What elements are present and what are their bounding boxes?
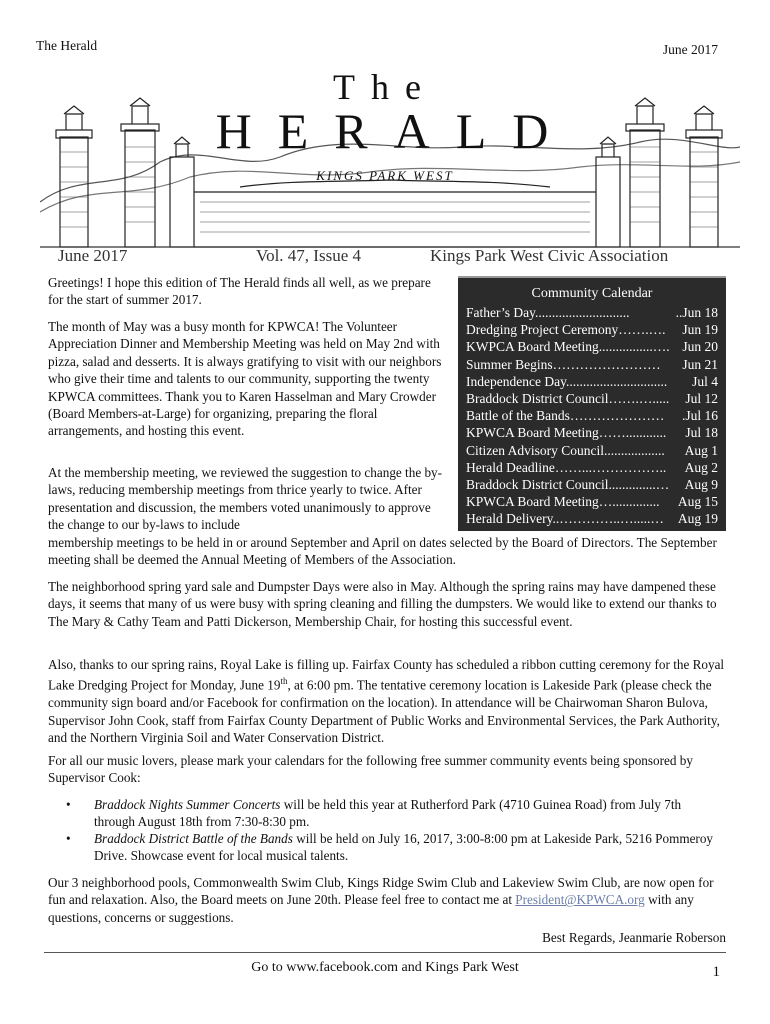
header-left: The Herald <box>36 38 98 53</box>
header-right: June 2017 <box>662 42 718 57</box>
paragraph-music: For all our music lovers, please mark your calendars for the following free summer community events being sponsored by Supervisor Cook: <box>48 753 693 786</box>
pools-text: Our 3 neighborhood pools, Commonwealth Swim Club, Kings Ridge Swim Club and Lakeview Swim Club, are now open for fun and relaxation. Also, the Board meets on June 20th. Please feel free to contact me at <box>48 875 714 908</box>
masthead-title: HERALD <box>215 103 575 159</box>
calendar-event <box>466 407 718 424</box>
calendar-event <box>466 356 718 373</box>
calendar-event <box>466 476 718 493</box>
bullet-battle-of-bands <box>66 830 726 864</box>
battle-text: will be held on July 16, 2017, 3:00-8:00 pm at Lakeside Park, 5216 Pommeroy Drive. Showcase event for local musical talents. <box>94 831 714 864</box>
royal-lake-text-continued: , at 6:00 pm. The tentative ceremony location is Lakeside Park (please check the community sign board and/or Facebook for confirmation on the location). In attendance will be Chairwoman Sharon Bulova, Supervisor John Cook, staff from Fairfax County Department of Public Works and Environmental Services, the Park Authority, and the Northern Virginia Soil and Water Conservation District. <box>48 677 720 746</box>
calendar-event <box>466 373 718 390</box>
calendar-event-name: Herald Delivery..…………..….....… <box>466 511 664 527</box>
calendar-event-name: Braddock District Council…….…..... <box>466 390 670 406</box>
calendar-event-name: KPWCA Board Meeting……............ <box>466 425 667 441</box>
concerts-title: Braddock Nights Summer Concerts <box>94 797 281 812</box>
calendar-event-date: Jun 21 <box>682 356 718 372</box>
paragraph-bylaws: At the membership meeting, we reviewed the suggestion to change the by-laws, reducing membership meetings from thrice yearly to twice. After presentation and discussion, the members voted unanimously to approve the change to our by-laws to include <box>48 465 443 533</box>
masthead-the: The <box>333 67 437 107</box>
footer-divider <box>44 952 726 953</box>
paragraph-may-events: The month of May was a busy month for KPWCA! The Volunteer Appreciation Dinner and Membership Meeting was held on May 2nd with pizza, salad and desserts. It is always gratifying to visit with our neighbors who give their time and talents to our community, supporting the twenty KPWCA committees. Thank you to Karen Hasselman and Mary Crowder (Board Members-at-Large) for organizing, preparing the floral arrangements, and hosting this event. <box>48 319 442 439</box>
calendar-event-name: KPWCA Board Meeting….............. <box>466 494 660 510</box>
calendar-event-name: Braddock District Council..............… <box>466 476 670 492</box>
calendar-event-name: Independence Day.............................. <box>466 373 668 389</box>
issue-date: June 2017 <box>58 246 128 265</box>
bullet-icon: • <box>66 797 71 812</box>
concerts-text: will be held this year at Rutherford Park (4710 Guinea Road) from July 7th through August 18th from 7:30-8:30 pm. <box>94 797 682 830</box>
calendar-event <box>466 442 718 459</box>
paragraph-greeting: Greetings! I hope this edition of The Herald finds all well, as we prepare for the start of summer 2017. <box>48 275 431 308</box>
calendar-event-name: Dredging Project Ceremony…….…. <box>466 322 666 338</box>
president-email-link[interactable]: President@KPWCA.org <box>515 892 645 908</box>
issue-organization: Kings Park West Civic Association <box>430 246 669 265</box>
calendar-event <box>466 338 718 355</box>
paragraph-bylaws-continued: membership meetings to be held in or around September and April on dates selected by the Board of Directors. The September meeting shall be deemed the Annual Meeting of Members of the Association. <box>48 535 717 568</box>
footer-text: Go to www.facebook.com and Kings Park West <box>251 960 519 975</box>
paragraph-yard-sale: The neighborhood spring yard sale and Dumpster Days were also in May. Although the spring rains may have dampened these days, it seems that many of us were busy with spring cleaning and filling the dumpsters. We would like to extend our thanks to The Mary & Cathy Team and Patti Dickerson, Membership Chair, for hosting this successful event. <box>48 579 717 629</box>
calendar-event-date: ..Jun 18 <box>675 305 718 320</box>
bullet-concerts <box>66 796 726 830</box>
calendar-event <box>466 510 718 527</box>
calendar-event-name: Herald Deadline……...…………….. <box>466 459 667 475</box>
calendar-title: Community Calendar <box>531 286 653 301</box>
calendar-event-name: Summer Begins…………………… <box>466 356 661 372</box>
calendar-event <box>466 321 718 338</box>
calendar-event <box>466 390 718 407</box>
paragraph-royal-lake <box>48 656 728 746</box>
calendar-event <box>466 304 718 321</box>
calendar-event-date: Aug 2 <box>684 459 718 475</box>
calendar-event-name: Battle of the Bands………………… <box>466 408 665 424</box>
calendar-event-date: Aug 19 <box>677 511 718 527</box>
calendar-event <box>466 459 718 476</box>
calendar-event-name: Father’s Day............................ <box>466 305 630 320</box>
calendar-event <box>466 493 718 510</box>
pools-text-end: with any questions, concerns or suggestions. <box>48 892 694 925</box>
calendar-event-date: Jul 18 <box>685 425 718 441</box>
calendar-event <box>466 424 718 441</box>
calendar-event-date: Jul 4 <box>692 373 718 389</box>
masthead-subtitle: KINGS PARK WEST <box>316 168 454 183</box>
bullet-icon: • <box>66 831 71 846</box>
calendar-event-date: Aug 15 <box>677 494 718 510</box>
calendar-event-date: Jul 12 <box>685 390 718 406</box>
royal-lake-sup: th <box>280 676 288 687</box>
issue-volume: Vol. 47, Issue 4 <box>256 246 361 265</box>
calendar-event-name: KWPCA Board Meeting................…. <box>466 339 670 355</box>
battle-title: Braddock District Battle of the Bands <box>94 831 293 846</box>
page-number: 1 <box>712 964 720 980</box>
community-calendar <box>458 276 726 531</box>
calendar-event-name: Citizen Advisory Council.................. <box>466 442 665 458</box>
signature: Best Regards, Jeanmarie Roberson <box>542 930 726 945</box>
paragraph-pools <box>48 874 728 926</box>
calendar-event-date: Aug 1 <box>684 442 718 458</box>
calendar-event-date: Jun 20 <box>682 339 718 355</box>
calendar-event-date: Aug 9 <box>684 476 718 492</box>
calendar-event-date: .Jul 16 <box>681 408 718 424</box>
royal-lake-text: Also, thanks to our spring rains, Royal Lake is filling up. Fairfax County has scheduled a ribbon cutting ceremony for the Royal Lake Dredging Project for Monday, June 19 <box>48 657 725 693</box>
calendar-event-date: Jun 19 <box>682 322 718 338</box>
